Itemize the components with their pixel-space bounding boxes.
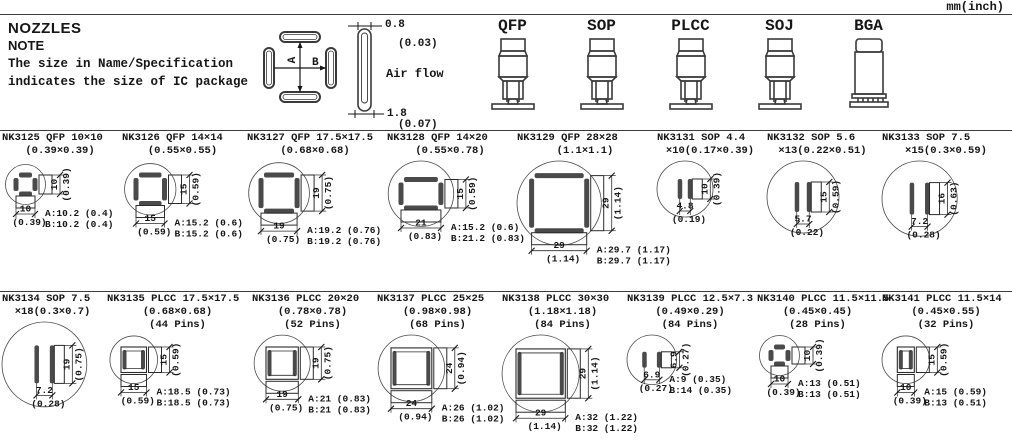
svg-text:24: 24: [443, 362, 455, 375]
nozzle-dimension-diagram: [515, 159, 671, 281]
qfp-nozzle-icon: [485, 37, 541, 113]
svg-text:(0.59): (0.59): [938, 343, 950, 378]
nozzle-name: NK3140 PLCC 11.5×11.5: [757, 293, 890, 305]
nozzle-entry: [515, 132, 671, 291]
bga-nozzle-icon: [841, 37, 897, 113]
note-heading: NOTE: [8, 38, 45, 53]
nozzle-dimension-diagram: [0, 159, 120, 281]
diagram-svg: [880, 333, 1012, 436]
svg-text:B:19.2 (0.76): B:19.2 (0.76): [307, 236, 382, 248]
svg-text:7.2: 7.2: [35, 385, 53, 397]
nozzle-dimension-diagram: [625, 333, 755, 436]
nozzle-spec-inches: (0.55×0.78): [415, 145, 485, 158]
plcc-nozzle-icon: [663, 37, 719, 113]
svg-text:(0.94): (0.94): [398, 412, 433, 424]
sop-nozzle-icon: [574, 37, 630, 113]
ab-reference-diagram: [256, 22, 344, 114]
svg-text:(0.75): (0.75): [269, 402, 304, 414]
nozzle-row-1: [0, 132, 1012, 291]
svg-text:(0.27): (0.27): [638, 383, 673, 395]
svg-text:A:13 (0.51): A:13 (0.51): [798, 378, 861, 390]
nozzle-name: NK3139 PLCC 12.5×7.3: [627, 293, 754, 305]
svg-text:(0.19): (0.19): [671, 214, 707, 226]
svg-text:A:10.2 (0.4): A:10.2 (0.4): [45, 208, 114, 220]
svg-text:29: 29: [577, 368, 589, 380]
sop-label: SOP: [587, 17, 616, 35]
svg-text:19: 19: [61, 358, 73, 371]
soj-label: SOJ: [765, 17, 794, 35]
nozzle-entry: [385, 132, 526, 291]
ab-a-label: A: [287, 56, 299, 64]
nozzle-spec-inches: ×15(0.3×0.59): [905, 145, 987, 158]
diagram-svg: [515, 159, 671, 281]
nozzle-name: NK3136 PLCC 20×20: [252, 293, 360, 305]
nozzle-name: NK3131 SOP 4.4: [657, 132, 746, 144]
nozzle-type-bga: [824, 17, 913, 113]
nozzle-name: NK3128 QFP 14×20: [387, 132, 488, 144]
svg-text:10: 10: [773, 373, 786, 385]
svg-text:19: 19: [311, 187, 323, 200]
nozzle-entry: [625, 293, 755, 445]
svg-text:(1.14): (1.14): [589, 356, 601, 392]
svg-text:(0.39): (0.39): [12, 217, 47, 229]
svg-text:(1.14): (1.14): [612, 186, 624, 221]
svg-text:5.7: 5.7: [794, 213, 812, 225]
svg-text:(0.94): (0.94): [455, 351, 467, 386]
nozzle-name: NK3135 PLCC 17.5×17.5: [107, 293, 240, 305]
svg-text:(0.39): (0.39): [814, 338, 825, 373]
nozzle-entry: [105, 293, 250, 445]
nozzle-name: NK3127 QFP 17.5×17.5: [247, 132, 374, 144]
ab-diagram-svg: [256, 22, 344, 114]
svg-text:10: 10: [699, 183, 711, 195]
nozzle-type-qfp: [468, 17, 557, 113]
svg-text:24: 24: [405, 398, 418, 410]
ab-b-label: B: [312, 57, 319, 69]
nozzle-name: NK3137 PLCC 25×25: [377, 293, 485, 305]
svg-text:A:15 (0.59): A:15 (0.59): [924, 386, 988, 398]
nozzle-spec-inches: (0.39×0.39): [25, 145, 95, 158]
nozzle-dimension-diagram: [375, 333, 505, 436]
note-text: [8, 56, 258, 91]
svg-text:(0.75): (0.75): [265, 234, 301, 246]
nozzle-type-legend: [468, 17, 916, 113]
svg-text:A:15.2 (0.6): A:15.2 (0.6): [174, 217, 243, 229]
svg-text:A:19.2 (0.76): A:19.2 (0.76): [307, 225, 382, 237]
nozzle-dimension-diagram: [655, 159, 765, 281]
svg-text:4.8: 4.8: [676, 200, 694, 212]
nozzle-pin-count: (28 Pins): [789, 319, 846, 332]
nozzle-entry: [250, 293, 375, 445]
svg-text:(0.39): (0.39): [766, 387, 801, 399]
nozzle-spec-inches: (0.45×0.45): [782, 306, 853, 319]
nozzle-dimension-diagram: [120, 159, 245, 281]
nozzle-dimension-diagram: [880, 159, 1012, 281]
svg-text:(0.39): (0.39): [61, 167, 72, 202]
svg-text:A:18.5 (0.73): A:18.5 (0.73): [156, 386, 231, 398]
svg-text:B:26 (1.02): B:26 (1.02): [441, 414, 505, 426]
diagram-svg: [625, 333, 755, 436]
nozzle-spec-inches: ×18(0.3×0.7): [14, 306, 91, 319]
svg-text:15: 15: [128, 382, 140, 394]
nozzle-spec-inches: (1.1×1.1): [556, 145, 614, 158]
svg-text:7.2: 7.2: [911, 216, 929, 228]
plcc-label: PLCC: [671, 17, 710, 35]
diagram-svg: [765, 159, 880, 281]
diagram-svg: [0, 320, 105, 423]
nozzle-entry: [755, 293, 890, 445]
nozzle-spec-inches: ×13(0.22×0.51): [778, 145, 867, 158]
nozzle-spec-inches: (0.55×0.55): [147, 145, 218, 158]
svg-text:(0.59): (0.59): [466, 176, 478, 212]
svg-text:B:29.7 (1.17): B:29.7 (1.17): [596, 255, 671, 267]
svg-text:(0.75): (0.75): [322, 346, 334, 381]
nozzle-pin-count: (32 Pins): [917, 319, 975, 332]
nozzle-pin-count: (44 Pins): [149, 319, 206, 332]
svg-text:A:15.2 (0.6): A:15.2 (0.6): [450, 222, 520, 234]
svg-text:19: 19: [276, 389, 288, 401]
nozzle-dimension-diagram: [880, 333, 1012, 436]
svg-text:15: 15: [926, 354, 938, 366]
nozzle-type-sop: [557, 17, 646, 113]
diagram-svg: [755, 333, 880, 436]
svg-text:(0.28): (0.28): [906, 229, 941, 241]
nozzle-dimension-diagram: [105, 333, 250, 436]
svg-text:6.9: 6.9: [643, 369, 661, 381]
nozzle-spec-inches: (0.68×0.68): [142, 306, 213, 319]
nozzle-entry: [880, 293, 1012, 445]
airflow-top-inch: (0.03): [398, 38, 438, 50]
diagram-svg: [105, 333, 250, 436]
airflow-bottom-mm: 1.8: [387, 108, 407, 120]
soj-nozzle-icon: [752, 37, 808, 113]
nozzle-dimension-diagram: [0, 320, 105, 423]
nozzle-name: NK3132 SOP 5.6: [767, 132, 856, 144]
svg-text:15: 15: [454, 188, 466, 200]
nozzle-dimension-diagram: [500, 333, 639, 436]
svg-text:B:13 (0.51): B:13 (0.51): [798, 389, 861, 401]
svg-text:A:9 (0.35): A:9 (0.35): [669, 374, 727, 386]
nozzle-pin-count: (68 Pins): [409, 319, 466, 332]
svg-text:A:26 (1.02): A:26 (1.02): [441, 403, 505, 415]
nozzle-spec-inches: (0.98×0.98): [402, 306, 473, 319]
nozzle-entry: [880, 132, 1012, 291]
svg-text:(0.59): (0.59): [120, 395, 155, 407]
diagram-svg: [250, 333, 375, 436]
svg-text:29: 29: [600, 197, 612, 210]
top-rule: [0, 14, 1012, 15]
svg-text:(0.39): (0.39): [711, 172, 723, 207]
nozzle-name: NK3133 SOP 7.5: [882, 132, 971, 144]
svg-text:A:21 (0.83): A:21 (0.83): [308, 393, 372, 405]
diagram-svg: [655, 159, 765, 281]
page-title: NOZZLES: [8, 20, 82, 37]
svg-text:19: 19: [310, 357, 322, 370]
diagram-svg: [245, 159, 385, 281]
nozzle-entry: [500, 293, 639, 445]
svg-text:(1.14): (1.14): [527, 421, 562, 433]
svg-text:(0.59): (0.59): [830, 180, 842, 215]
nozzle-entry: [655, 132, 765, 291]
qfp-label: QFP: [498, 17, 527, 35]
nozzle-row-2: [0, 293, 1012, 445]
nozzle-name: NK3129 QFP 28×28: [517, 132, 618, 144]
airflow-label: Air flow: [386, 67, 444, 81]
svg-text:B:21.2 (0.83): B:21.2 (0.83): [450, 233, 526, 245]
svg-text:A:32 (1.22): A:32 (1.22): [575, 412, 639, 424]
svg-text:(1.14): (1.14): [546, 253, 581, 265]
nozzle-dimension-diagram: [765, 159, 880, 281]
svg-text:(0.75): (0.75): [323, 176, 335, 211]
nozzle-spec-inches: (0.78×0.78): [277, 306, 348, 319]
svg-text:B:14 (0.35): B:14 (0.35): [669, 385, 733, 397]
svg-text:(0.59): (0.59): [190, 172, 202, 207]
nozzle-entry: [245, 132, 385, 291]
nozzle-entry: [0, 293, 105, 445]
nozzle-dimension-diagram: [755, 333, 880, 436]
nozzle-name: NK3125 QFP 10×10: [2, 132, 103, 144]
svg-text:10: 10: [19, 203, 32, 215]
svg-text:B:32 (1.22): B:32 (1.22): [575, 423, 639, 435]
airflow-bottom-inch: (0.07): [398, 119, 438, 131]
bga-label: BGA: [854, 17, 883, 35]
nozzle-spec-inches: (1.18×1.18): [527, 306, 598, 319]
svg-text:19: 19: [273, 220, 285, 232]
svg-text:(0.59): (0.59): [170, 343, 182, 378]
svg-text:B:15.2 (0.6): B:15.2 (0.6): [174, 228, 243, 240]
svg-text:(0.39): (0.39): [892, 395, 927, 407]
nozzle-dimension-diagram: [250, 333, 375, 436]
svg-text:10: 10: [900, 382, 912, 394]
header-divider-rule: [0, 130, 1012, 131]
svg-text:(0.59): (0.59): [137, 226, 172, 238]
nozzle-name: NK3141 PLCC 11.5×14: [882, 293, 1002, 305]
airflow-top-mm: 0.8: [385, 19, 405, 31]
nozzle-pin-count: (84 Pins): [661, 319, 719, 332]
nozzle-entry: [120, 132, 245, 291]
svg-text:(0.27): (0.27): [680, 343, 692, 378]
svg-text:B:18.5 (0.73): B:18.5 (0.73): [156, 397, 231, 409]
svg-text:(0.75): (0.75): [73, 347, 85, 382]
airflow-svg: [340, 15, 472, 131]
svg-text:15: 15: [144, 213, 156, 225]
nozzle-pin-count: (52 Pins): [284, 319, 341, 332]
nozzle-entry: [0, 132, 120, 291]
diagram-svg: [500, 333, 639, 436]
nozzle-name: NK3134 SOP 7.5: [2, 293, 91, 305]
svg-text:21: 21: [415, 217, 427, 229]
nozzle-spec-inches: ×10(0.17×0.39): [665, 145, 755, 158]
diagram-svg: [375, 333, 505, 436]
svg-text:B:21 (0.83): B:21 (0.83): [308, 404, 372, 416]
nozzle-type-soj: [735, 17, 824, 113]
nozzle-spec-inches: (0.45×0.55): [911, 306, 981, 319]
svg-text:15: 15: [818, 191, 830, 203]
svg-text:29: 29: [534, 408, 547, 420]
nozzle-name: NK3126 QFP 14×14: [122, 132, 223, 144]
svg-text:10: 10: [49, 179, 60, 191]
svg-text:6.9: 6.9: [668, 351, 680, 369]
note-block: [8, 20, 258, 91]
nozzle-entry: [375, 293, 505, 445]
note-line-2: indicates the size of IC package: [8, 74, 249, 89]
nozzle-dimension-diagram: [385, 159, 526, 281]
diagram-svg: [120, 159, 245, 281]
svg-text:(0.63): (0.63): [948, 181, 960, 216]
svg-text:16: 16: [936, 193, 948, 205]
svg-text:15: 15: [178, 183, 190, 196]
nozzle-name: NK3138 PLCC 30×30: [502, 293, 610, 305]
nozzle-pin-count: (84 Pins): [534, 319, 591, 332]
svg-text:A:29.7 (1.17): A:29.7 (1.17): [596, 244, 671, 256]
diagram-svg: [0, 159, 120, 281]
svg-text:(0.28): (0.28): [31, 398, 66, 410]
airflow-diagram: [340, 15, 472, 131]
nozzle-spec-inches: (0.68×0.68): [280, 145, 350, 158]
svg-text:15: 15: [158, 354, 170, 366]
nozzle-spec-inches: (0.49×0.29): [655, 306, 725, 319]
svg-text:10: 10: [802, 350, 813, 362]
svg-text:(0.22): (0.22): [789, 227, 825, 239]
nozzle-entry: [765, 132, 880, 291]
note-line-1: The size in Name/Specification: [8, 57, 234, 72]
nozzle-type-plcc: [646, 17, 735, 113]
diagram-svg: [880, 159, 1012, 281]
svg-text:B:13 (0.51): B:13 (0.51): [924, 397, 988, 409]
unit-label: mm(inch): [946, 0, 1004, 14]
diagram-svg: [385, 159, 526, 281]
svg-text:(0.83): (0.83): [407, 231, 443, 243]
row-divider-rule: [0, 291, 1012, 292]
svg-text:B:10.2 (0.4): B:10.2 (0.4): [45, 219, 114, 231]
nozzle-dimension-diagram: [245, 159, 385, 281]
svg-text:29: 29: [553, 240, 565, 252]
